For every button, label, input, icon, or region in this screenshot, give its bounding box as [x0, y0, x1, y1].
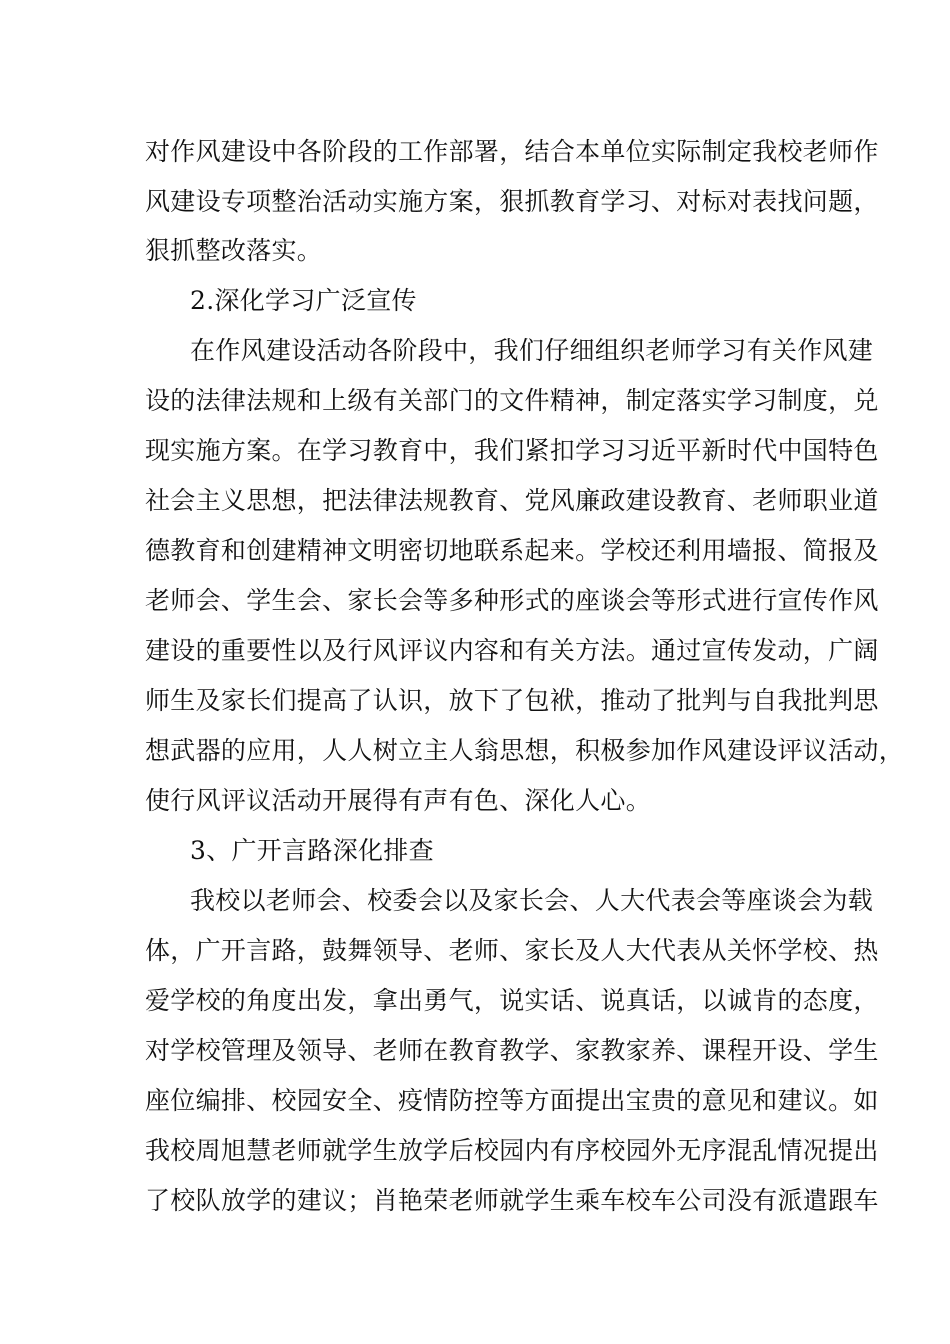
- body-text-line: 设的法律法规和上级有关部门的文件精神，制定落实学习制度，兑: [145, 386, 879, 415]
- section-heading: 2.深化学习广泛宣传: [190, 286, 417, 315]
- body-text-line: 风建设专项整治活动实施方案，狠抓教育学习、对标对表找问题，: [145, 187, 879, 216]
- section-heading: 3、广开言路深化排查: [190, 836, 434, 865]
- body-text-line: 使行风评议活动开展得有声有色、深化人心。: [145, 786, 652, 815]
- body-text-line: 社会主义思想，把法律法规教育、党风廉政建设教育、老师职业道: [145, 486, 879, 515]
- body-text-line: 老师会、学生会、家长会等多种形式的座谈会等形式进行宣传作风: [145, 586, 879, 615]
- body-text-line: 建设的重要性以及行风评议内容和有关方法。通过宣传发动，广阔: [145, 636, 879, 665]
- body-text-line: 了校队放学的建议；肖艳荣老师就学生乘车校车公司没有派遣跟车: [145, 1186, 879, 1215]
- body-text-line: 师生及家长们提高了认识，放下了包袱，推动了批判与自我批判思: [145, 686, 879, 715]
- body-text-line: 座位编排、校园安全、疫情防控等方面提出宝贵的意见和建议。如: [145, 1086, 879, 1115]
- body-text-line: 我校周旭慧老师就学生放学后校园内有序校园外无序混乱情况提出: [145, 1136, 879, 1165]
- body-text-line: 对学校管理及领导、老师在教育教学、家教家养、课程开设、学生: [145, 1036, 879, 1065]
- body-text-line: 对作风建设中各阶段的工作部署，结合本单位实际制定我校老师作: [145, 137, 879, 166]
- body-text-line: 在作风建设活动各阶段中，我们仔细组织老师学习有关作风建: [190, 336, 874, 365]
- body-text-line: 爱学校的角度出发，拿出勇气，说实话、说真话，以诚肯的态度，: [145, 986, 879, 1015]
- body-text-line: 狠抓整改落实。: [145, 236, 323, 265]
- body-text-line: 体，广开言路，鼓舞领导、老师、家长及人大代表从关怀学校、热: [145, 936, 879, 965]
- body-text-line: 想武器的应用，人人树立主人翁思想，积极参加作风建设评议活动，: [145, 736, 905, 765]
- body-text-line: 现实施方案。在学习教育中，我们紧扣学习习近平新时代中国特色: [145, 436, 879, 465]
- body-text-line: 德教育和创建精神文明密切地联系起来。学校还利用墙报、简报及: [145, 536, 879, 565]
- body-text-line: 我校以老师会、校委会以及家长会、人大代表会等座谈会为载: [190, 886, 874, 915]
